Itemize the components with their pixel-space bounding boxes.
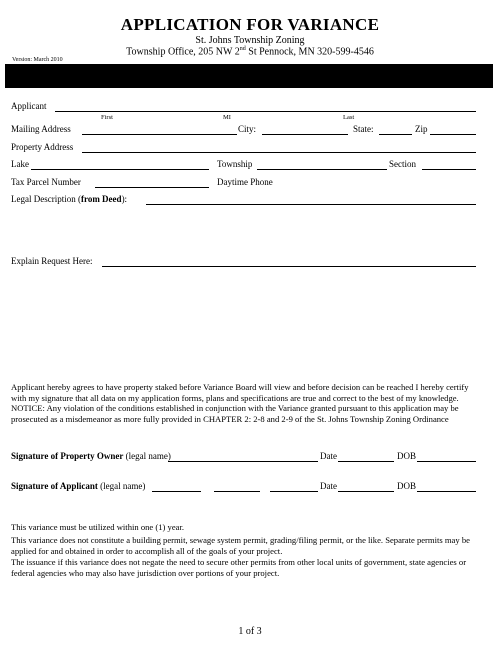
tax-parcel-label: Tax Parcel Number	[11, 177, 81, 187]
applicant-legal-note: (legal name)	[97, 481, 146, 491]
page-number: 1 of 3	[238, 626, 262, 637]
note-other-permits: The issuance if this variance does not negate the need to secure other permits from other local units of government, state agencies or federal agencies who may also have jurisdiction over portions of your project.	[11, 557, 467, 578]
address-sup: nd	[239, 46, 246, 52]
applicant-label: Applicant	[11, 101, 47, 111]
applicant-dob-field[interactable]	[417, 491, 476, 492]
explain-request-label: Explain Request Here:	[11, 256, 93, 266]
zip-label: Zip	[415, 124, 428, 134]
note-validity: This variance must be utilized within one (1) year.	[11, 522, 185, 532]
zip-field[interactable]	[430, 134, 476, 135]
daytime-phone-label: Daytime Phone	[217, 177, 273, 187]
applicant-date-label: Date	[320, 481, 337, 491]
tax-parcel-field[interactable]	[95, 187, 209, 188]
applicant-signature-field-3[interactable]	[270, 491, 318, 492]
city-label: City:	[238, 124, 257, 134]
applicant-field[interactable]	[55, 111, 476, 112]
section-field[interactable]	[422, 169, 476, 170]
owner-dob-field[interactable]	[417, 461, 476, 462]
org-name: St. Johns Township Zoning	[195, 35, 305, 46]
form-title: APPLICATION FOR VARIANCE	[120, 15, 380, 34]
agreement-text: Applicant hereby agrees to have property staked before Variance Board will view and before decision can be reached I hereby certify with my signature that all data on my application forms, plans and specifications are true and correct to the best of my knowledge. NOTICE: Any violation of the conditions established in conjunction with the Variance granted pursuant to this application may be prosecuted as a misdemeanor as more fully provided in CHAPTER 2: 2-8 and 2-9 of the St. Johns Township Zoning Ordinance	[11, 382, 469, 424]
owner-signature-field[interactable]	[168, 461, 318, 462]
lake-field[interactable]	[31, 169, 209, 170]
owner-dob-label: DOB	[397, 451, 417, 461]
applicant-signature-field-1[interactable]	[152, 491, 201, 492]
township-label: Township	[217, 159, 253, 169]
legal-description-field[interactable]	[146, 204, 476, 205]
lake-label: Lake	[11, 159, 29, 169]
owner-date-label: Date	[320, 451, 337, 461]
property-address-field[interactable]	[82, 152, 476, 153]
applicant-signature-bold: Signature of Applicant	[11, 481, 98, 491]
version-label: Version: March 2010	[12, 57, 63, 63]
office-address	[0, 46, 500, 57]
owner-signature-label	[11, 451, 171, 461]
header-bar	[5, 64, 493, 88]
legal-desc-bold: from Deed	[80, 194, 122, 204]
state-field[interactable]	[379, 134, 412, 135]
owner-signature-bold: Signature of Property Owner	[11, 451, 124, 461]
note-permits: This variance does not constitute a building permit, sewage system permit, grading/filing permit, or the like. Separate permits may be applied for and obtained in order to accomplish all of the goals of your project.	[11, 535, 470, 556]
last-sublabel: Last	[343, 114, 355, 121]
state-label: State:	[353, 124, 374, 134]
address-post: St Pennock, MN 320-599-4546	[245, 46, 374, 58]
first-sublabel: First	[101, 114, 113, 121]
mi-sublabel: MI	[223, 114, 231, 121]
legal-desc-pre: Legal Description (	[11, 194, 81, 204]
owner-legal-note: (legal name)	[123, 451, 171, 461]
applicant-signature-label	[11, 481, 145, 491]
explain-request-field[interactable]	[102, 266, 476, 267]
applicant-signature-field-2[interactable]	[214, 491, 260, 492]
applicant-dob-label: DOB	[397, 481, 417, 491]
legal-description-label	[11, 194, 127, 204]
property-address-label: Property Address	[11, 142, 74, 152]
address-pre: Township Office, 205 NW 2	[126, 46, 240, 58]
section-label: Section	[389, 159, 416, 169]
owner-date-field[interactable]	[338, 461, 394, 462]
city-field[interactable]	[262, 134, 348, 135]
applicant-date-field[interactable]	[338, 491, 394, 492]
legal-desc-post: ):	[121, 194, 128, 204]
mailing-address-label: Mailing Address	[11, 124, 71, 134]
mailing-address-field[interactable]	[82, 134, 237, 135]
township-field[interactable]	[257, 169, 387, 170]
